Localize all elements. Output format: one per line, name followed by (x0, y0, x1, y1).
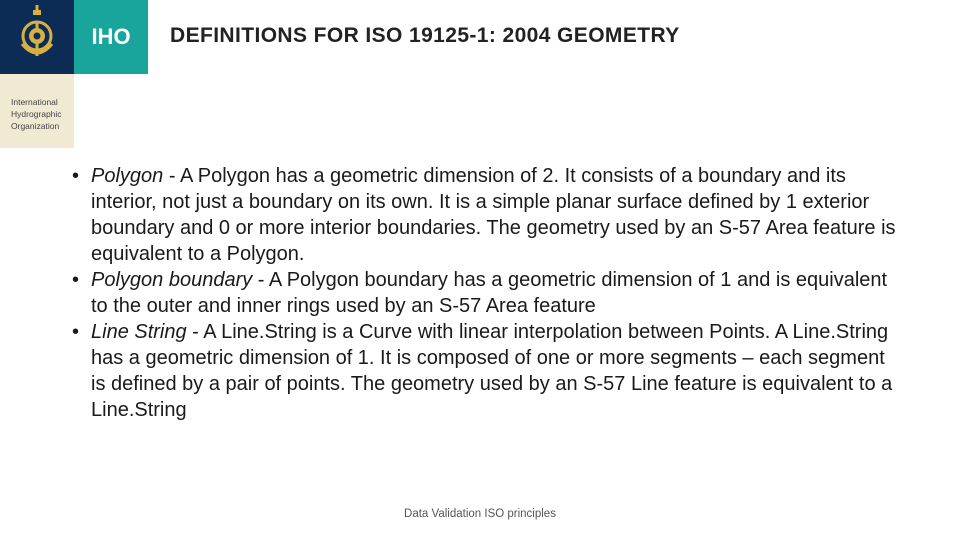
definition-item (72, 319, 902, 423)
definition-term: Line String (91, 321, 187, 343)
definition-term: Polygon boundary (91, 269, 253, 291)
org-name (11, 96, 62, 132)
bullet-icon: • (72, 165, 80, 187)
footer-text: Data Validation ISO principles (404, 508, 556, 520)
iho-emblem-icon (0, 0, 74, 74)
iho-logo (0, 0, 74, 74)
org-name-line: Organization (11, 121, 60, 131)
iho-badge (74, 0, 148, 74)
definition-text: - A Polygon has a geometric dimension of 2. It consists of a boundary and its interior, not just a boundary on its own. It is a simple planar surface defined by 1 exterior boundary and 0 or more interior boundaries. The geometry used by an S-57 Area feature is equivalent to a Polygon. (91, 165, 896, 265)
org-name-line: International (11, 97, 58, 107)
definition-text: - A Polygon boundary has a geometric dimension of 1 and is equivalent to the outer and inner rings used by an S-57 Area feature (91, 269, 888, 317)
page-title: DEFINITIONS FOR ISO 19125-1: 2004 GEOMETRY (170, 24, 680, 47)
iho-abbr: IHO (91, 24, 131, 49)
definition-text: - A Line.String is a Curve with linear interpolation between Points. A Line.String has a geometric dimension of 1. It is composed of one or more segments – each segment is defined by a pair of points. The geometry used by an S-57 Line feature is equivalent to a Line.String (91, 321, 893, 421)
bullet-icon: • (72, 269, 80, 291)
definition-term: Polygon (91, 165, 164, 187)
org-name-block (0, 74, 74, 148)
definition-item (72, 267, 902, 319)
bullet-icon: • (72, 321, 80, 343)
definition-item (72, 163, 902, 267)
definition-list (72, 163, 902, 423)
org-name-line: Hydrographic (11, 109, 62, 119)
